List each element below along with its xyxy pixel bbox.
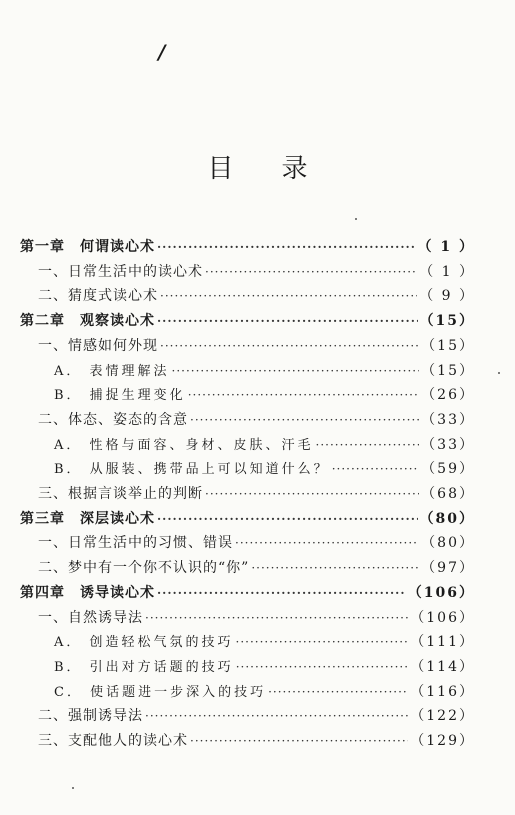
dot-leader xyxy=(188,384,419,406)
toc-entry-page: （129） xyxy=(410,733,475,749)
dot-leader xyxy=(205,483,419,505)
page-marker: / xyxy=(158,40,166,64)
dot-leader xyxy=(157,310,418,332)
toc-entry-page: （15） xyxy=(421,337,475,354)
toc-entry xyxy=(20,508,475,530)
page-title: 目录 xyxy=(207,154,356,184)
dot-leader xyxy=(157,582,406,604)
toc-entry xyxy=(38,705,475,727)
toc-entry-label: B． 捕捉生理变化 xyxy=(54,388,186,404)
dot-leader xyxy=(235,532,419,554)
toc-entry xyxy=(38,335,475,357)
toc-entry xyxy=(38,409,475,431)
toc-entry-label: 二、梦中有一个你不认识的“你” xyxy=(38,560,250,577)
toc-entry xyxy=(20,310,475,332)
toc-entry-page: （111） xyxy=(410,634,475,651)
dot-leader xyxy=(172,360,420,382)
toc-entry-page: （97） xyxy=(421,560,475,577)
dot-leader xyxy=(316,434,420,456)
toc-entry-label: 第二章 观察读心术 xyxy=(20,313,155,330)
toc-entry-label: C． 使话题进一步深入的技巧 xyxy=(54,684,267,700)
toc-entry-label: 二、强制诱导法 xyxy=(38,708,143,725)
dot-leader xyxy=(190,730,408,752)
toc-entry-page: （80） xyxy=(419,510,475,527)
toc-entry xyxy=(38,261,475,283)
toc-entry xyxy=(38,483,475,505)
toc-entry xyxy=(38,607,475,629)
toc-entry xyxy=(38,285,475,307)
toc-entry xyxy=(54,360,475,382)
toc-entry-page: （ 1 ） xyxy=(419,263,475,280)
dot-leader xyxy=(332,458,419,480)
dot-leader xyxy=(157,236,416,258)
toc-entry-label: 一、自然诱导法 xyxy=(38,609,143,626)
toc-entry-page: （68） xyxy=(421,486,475,502)
toc-entry xyxy=(54,681,475,703)
toc-entry xyxy=(20,236,475,258)
toc-entry-page: （116） xyxy=(410,683,475,700)
toc-entry-page: （106） xyxy=(410,609,475,626)
toc-entry-label: A． 创造轻松气氛的技巧 xyxy=(54,635,234,651)
toc-entry-label: 一、情感如何外现 xyxy=(38,337,158,354)
toc-entry-label: 三、根据言谈举止的判断 xyxy=(38,486,203,502)
toc-entry-label: A． 表情理解法 xyxy=(54,363,170,379)
toc-entry xyxy=(54,631,475,653)
dot-leader xyxy=(236,656,409,678)
dot-leader xyxy=(160,285,417,307)
dot-leader xyxy=(268,681,408,703)
toc-entry-label: 三、支配他人的读心术 xyxy=(38,733,188,749)
dot-leader xyxy=(145,607,408,629)
toc-entry-label: 二、体态、姿态的含意 xyxy=(38,411,188,428)
toc-entry-label: 第四章 诱导读心术 xyxy=(20,584,155,601)
toc-entry-label: B． 从服装、携带品上可以知道什么？ xyxy=(54,462,330,478)
paper-speck xyxy=(72,787,74,789)
toc-entry-page: （80） xyxy=(421,535,475,552)
toc-entry-page: （59） xyxy=(421,461,475,478)
toc-entry xyxy=(38,730,475,752)
toc-entry xyxy=(54,384,475,406)
dot-leader xyxy=(145,705,408,727)
toc-entry xyxy=(20,582,475,604)
toc-entry-label: B． 引出对方话题的技巧 xyxy=(54,659,234,675)
dot-leader xyxy=(157,508,418,530)
toc-entry xyxy=(54,434,475,456)
toc-entry-page: （106） xyxy=(407,584,475,601)
toc-entry xyxy=(38,532,475,554)
toc-entry-page: （15） xyxy=(421,362,475,379)
dot-leader xyxy=(205,261,417,283)
toc-entry-page: （ 9 ） xyxy=(419,288,475,305)
toc-entry-page: （114） xyxy=(410,658,475,675)
toc-entry xyxy=(54,656,475,678)
toc-entry-page: （26） xyxy=(421,387,475,404)
toc-entry-label: 第三章 深层读心术 xyxy=(20,510,155,527)
paper-speck xyxy=(355,218,357,220)
toc-entry-page: （15） xyxy=(419,313,475,330)
toc-entry-page: （33） xyxy=(421,411,475,428)
dot-leader xyxy=(236,631,409,653)
toc-entry xyxy=(38,557,475,579)
dot-leader xyxy=(251,557,419,579)
toc-entry-page: （ 1 ） xyxy=(417,239,475,255)
paper-speck xyxy=(498,372,500,374)
toc-entry-label: 二、猜度式读心术 xyxy=(38,288,158,305)
toc-entry-label: 第一章 何谓读心术 xyxy=(20,239,155,255)
dot-leader xyxy=(160,335,419,357)
dot-leader xyxy=(190,409,419,431)
toc-entry-label: A． 性格与面容、身材、皮肤、汗毛 xyxy=(54,437,314,453)
toc-entry-label: 一、日常生活中的读心术 xyxy=(38,263,203,280)
toc-entry-page: （33） xyxy=(421,436,475,453)
toc-entry-page: （122） xyxy=(410,708,475,725)
toc-entry xyxy=(54,458,475,480)
toc-entry-label: 一、日常生活中的习惯、错误 xyxy=(38,535,233,552)
